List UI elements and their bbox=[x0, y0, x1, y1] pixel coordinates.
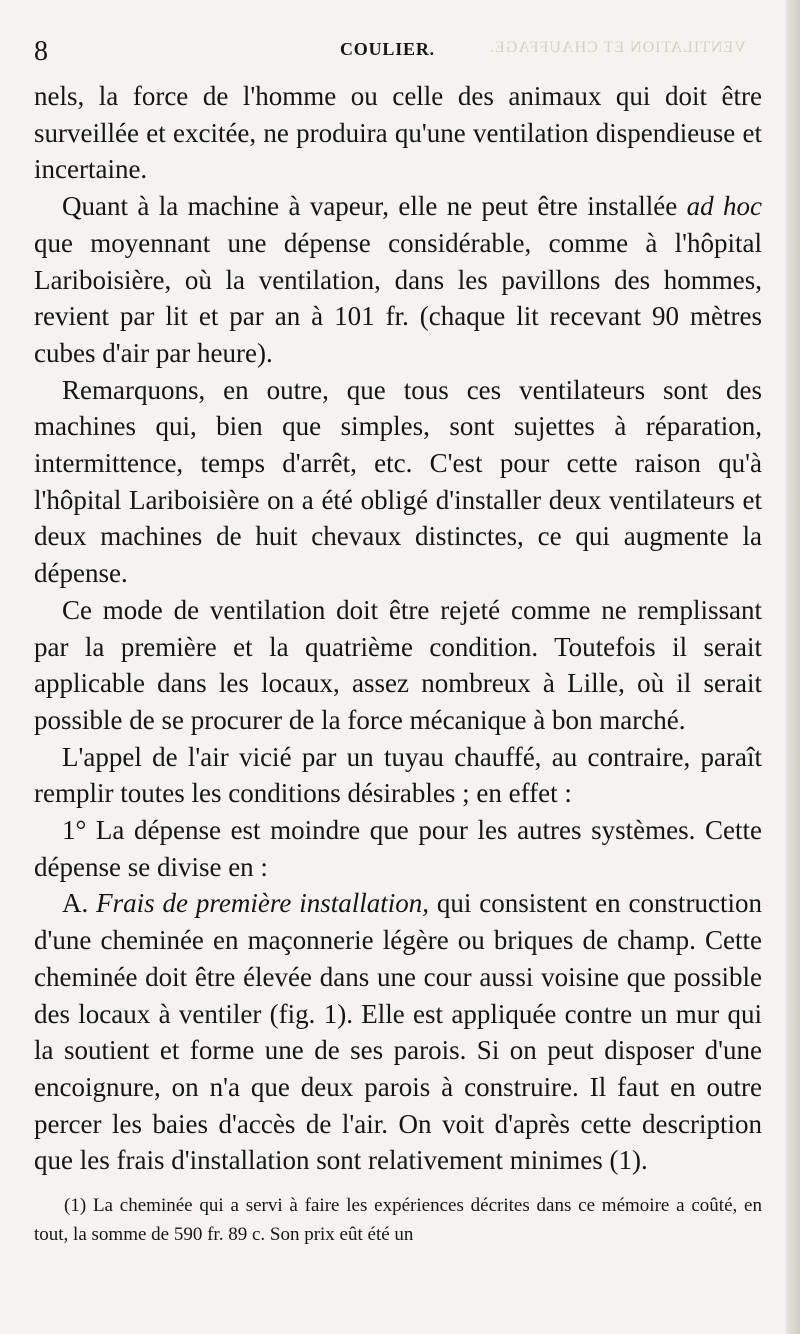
paragraph-7-final-punctuation: . bbox=[640, 1145, 648, 1176]
running-title: COULIER. bbox=[340, 39, 435, 59]
footnote bbox=[34, 1191, 762, 1249]
show-through-running-title: VENTILATION ET CHAUFFAGE. bbox=[489, 39, 746, 56]
paragraph-1: nels, la force de l'homme ou celle des animaux qui doit être surveillée et excitée, ne produira qu'une ventilation dispendieuse et incertaine. bbox=[34, 81, 762, 185]
paragraph-3: Remarquons, en outre, que tous ces ventilateurs sont des machines qui, bien que simples, sont sujettes à réparation, intermittence, temps d'arrêt, etc. C'est pour cette raison qu'à l'hôpital Lariboisière on a été obligé d'installer deux ventilateurs et deux machines de huit chevaux distinctes, ce qui augmente la dépense. bbox=[34, 374, 762, 589]
page-number: 8 bbox=[34, 36, 48, 67]
paragraph-7-italic-heading: Frais de première installation, bbox=[96, 888, 430, 919]
paragraph-6: 1° La dépense est moindre que pour les autres systèmes. Cette dépense se divise en : bbox=[34, 815, 762, 882]
paragraph-2-italic-phrase: ad hoc bbox=[686, 191, 762, 222]
paragraph-2 bbox=[34, 188, 762, 372]
paragraph-7-label: A. bbox=[62, 888, 97, 919]
paragraph-7 bbox=[34, 885, 762, 1179]
paragraph-2-text-start: Quant à la machine à vapeur, elle ne peut être installée bbox=[62, 191, 687, 222]
paragraph-5: L'appel de l'air vicié par un tuyau chauffé, au contraire, paraît remplir toutes les conditions désirables ; en effet : bbox=[34, 741, 762, 809]
page-edge-shadow bbox=[786, 0, 800, 1334]
main-text bbox=[34, 78, 762, 1179]
footnote-mark: (1) bbox=[64, 1195, 87, 1217]
paragraph-2-text-end: que moyennant une dépense considérable, comme à l'hôpital Lariboisière, où la ventilation, dans les pavillons des hommes, revient par lit et par an à 101 fr. (chaque lit recevant 90 mètres cubes d'air par heure). bbox=[34, 227, 762, 368]
paragraph-7-text: qui consistent en construction d'une cheminée en maçonnerie légère ou briques de champ. Cette cheminée doit être élevée dans une cour aussi voisine que possible des locaux à ventiler (fig. 1). Elle est appliquée contre un mur qui la soutient et forme une de ses parois. Si on peut disposer d'une encoignure, on n'a que deux parois à construire. Il faut en outre percer les baies d'accès de l'air. On voit d'après cette description que les frais d'installation sont relativement minimes bbox=[34, 888, 762, 1176]
footnote-reference: (1) bbox=[609, 1145, 641, 1176]
paragraph-4: Ce mode de ventilation doit être rejeté comme ne remplissant par la première et la quatrième condition. Toutefois il serait applicable dans les locaux, assez nombreux à Lille, où il serait possible de se procurer de la force mécanique à bon marché. bbox=[34, 594, 762, 735]
footnote-text: La cheminée qui a servi à faire les expériences décrites dans ce mémoire a coûté, en tout, la somme de 590 fr. 89 c. Son prix eût été un bbox=[34, 1195, 762, 1246]
page-header bbox=[34, 36, 762, 68]
